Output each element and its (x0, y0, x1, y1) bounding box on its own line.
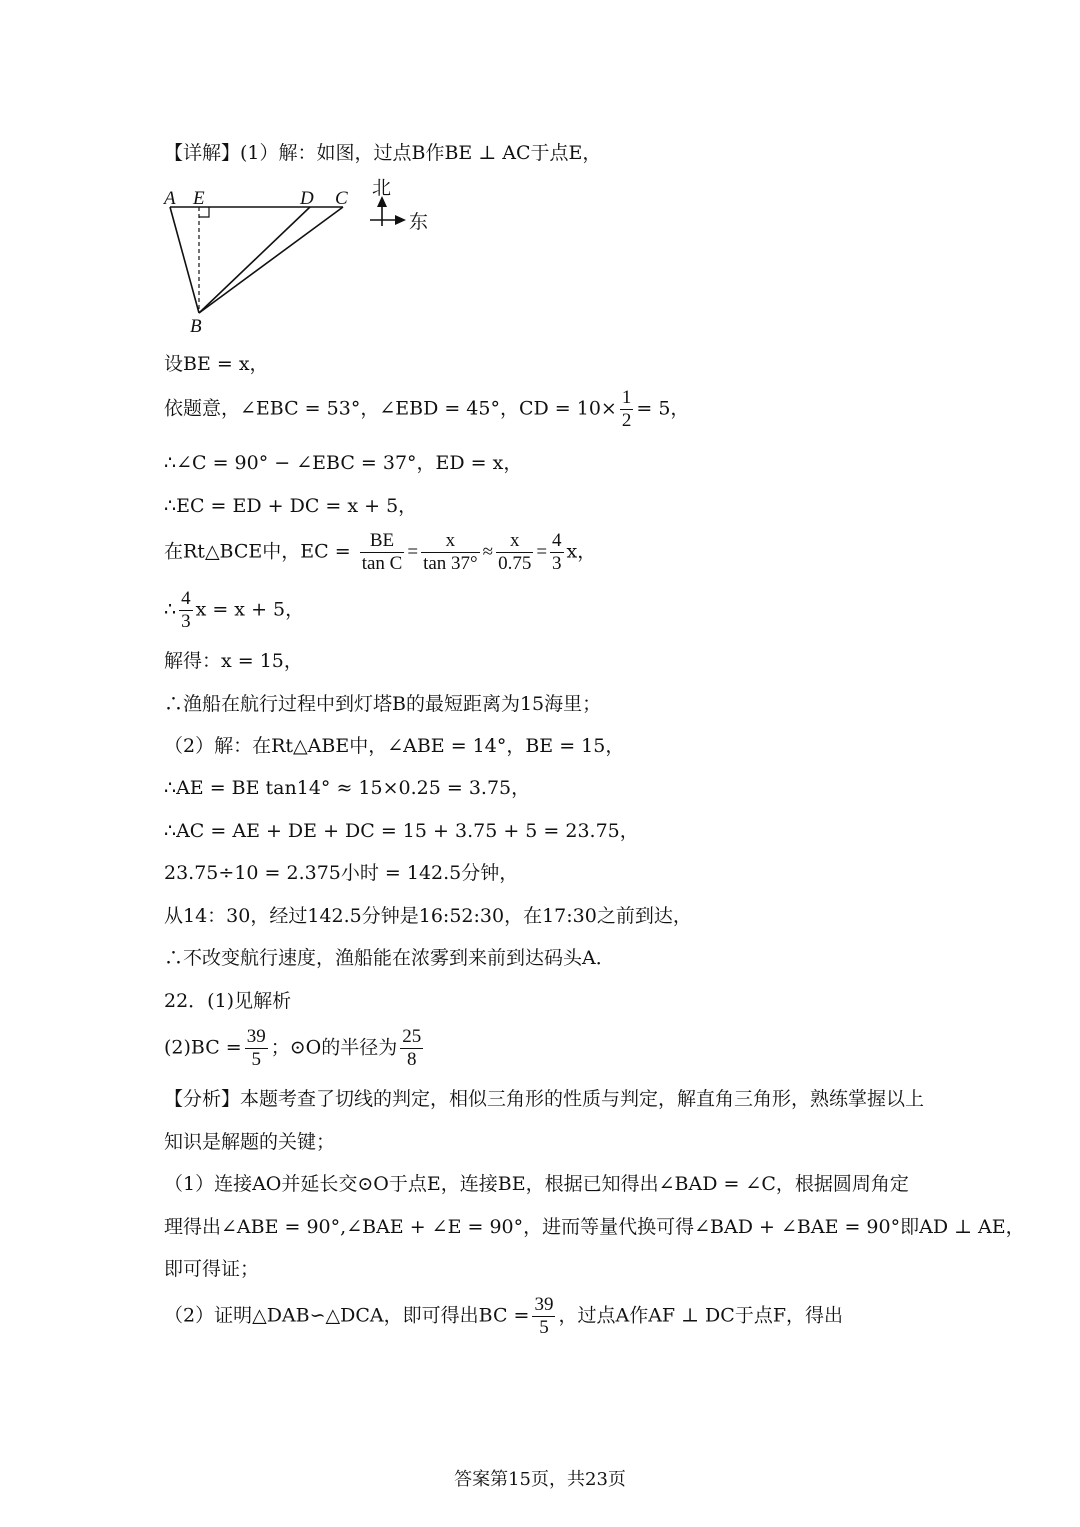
time-value: 23.75÷10 = 2.375小时 = 142.5分钟， (164, 862, 519, 884)
line-bd (199, 207, 310, 313)
shortest-distance: ∴渔船在航行过程中到灯塔B的最短距离为15海里； (164, 693, 602, 715)
analysis-line1: 【分析】本题考查了切线的判定，相似三角形的性质与判定，解直角三角形，熟练掌握以上 (164, 1088, 925, 1110)
label-b: B (190, 316, 202, 337)
fraction-be-tanc: $\frac{BE}{\text{tan C}}$ (361, 530, 403, 574)
label-a: A (164, 188, 176, 209)
q22-part1: 22．(1)见解析 (164, 990, 292, 1012)
label-e: E (193, 188, 205, 209)
label-east: 东 (409, 211, 429, 233)
fraction-four-thirds: $\frac{4}{3}$ (552, 530, 562, 574)
arrival-time: 从14：30，经过142.5分钟是16:52:30，在17:30之前到达， (164, 905, 692, 927)
fraction-x-tan37: $\frac{x}{\tan 37^\circ}$ (423, 530, 478, 574)
label-c: C (335, 188, 348, 209)
fraction-half: $\frac{1}{2}$ (621, 387, 632, 431)
east-arrow-head (395, 215, 406, 225)
set-be: 设BE = x， (164, 353, 269, 375)
approx-sign: ≈ (482, 541, 494, 563)
line-bc (199, 207, 343, 313)
equation-tail: x = x + 5， (195, 598, 305, 621)
ae-value: ∴AE = BE tan14° ≈ 15×0.25 = 3.75， (164, 777, 531, 799)
label-d: D (300, 188, 314, 209)
solve-x: 解得：x = 15， (164, 650, 303, 672)
analysis-line2: 知识是解题的关键； (164, 1131, 336, 1153)
therefore-symbol: ∴ (164, 598, 177, 621)
q22-bc-label: (2)BC = (164, 1036, 242, 1059)
line-ab (170, 207, 199, 313)
fraction-four-thirds-2: $\frac{4}{3}$ (181, 588, 191, 632)
conclusion: ∴不改变航行速度，渔船能在浓雾到来前到达码头A． (164, 947, 615, 969)
analysis-part2 (164, 1294, 843, 1339)
geometry-diagram (158, 172, 448, 342)
analysis-part2-text: （2）证明△DAB∽△DCA，即可得出BC = (164, 1304, 530, 1327)
q22-part2 (164, 1026, 426, 1071)
equation-four-thirds (164, 588, 304, 633)
given-angles-result: = 5， (636, 397, 690, 420)
equals-sign-2: = (536, 541, 548, 563)
ec-expression: ∴EC = ED + DC = x + 5， (164, 495, 418, 517)
q22-radius-label: ；⊙O的半径为 (270, 1036, 398, 1059)
fraction-bc: $\frac{39}{5}$ (246, 1026, 266, 1070)
analysis-part1-line1: （1）连接AO并延长交⊙O于点E，连接BE，根据已知得出∠BAD = ∠C，根据圆周角定 (164, 1173, 909, 1195)
ac-value: ∴AC = AE + DE + DC = 15 + 3.75 + 5 = 23.75， (164, 820, 639, 842)
analysis-part1-line2: 理得出∠ABE = 90°,∠BAE + ∠E = 90°，进而等量代换可得∠BAD + ∠BAE = 90°即AD ⊥ AE， (164, 1216, 1025, 1238)
ec-tan-intro: 在Rt△BCE中，EC = (164, 540, 351, 563)
given-angles-text: 依题意，∠EBC = 53°，∠EBD = 45°，CD = 10× (164, 397, 617, 420)
label-north: 北 (372, 177, 392, 199)
ec-tan-equation (164, 530, 596, 575)
solution-heading: 【详解】(1）解：如图，过点B作BE ⊥ AC于点E， (164, 142, 602, 164)
angle-c: ∴∠C = 90° − ∠EBC = 37°，ED = x， (164, 452, 523, 474)
analysis-part2-tail: ，过点A作AF ⊥ DC于点F，得出 (558, 1304, 843, 1327)
fraction-x-075: $\frac{x}{0.75}$ (498, 530, 532, 574)
fraction-bc-2: $\frac{39}{5}$ (534, 1294, 554, 1338)
ec-tan-tail: x， (566, 540, 597, 563)
given-angles (164, 387, 689, 432)
fraction-radius: $\frac{25}{8}$ (402, 1026, 422, 1070)
equals-sign: = (407, 541, 419, 563)
part2-setup: （2）解：在Rt△ABE中，∠ABE = 14°，BE = 15， (164, 735, 625, 757)
analysis-part1-line3: 即可得证； (164, 1258, 260, 1280)
page-footer: 答案第15页，共23页 (454, 1469, 626, 1490)
